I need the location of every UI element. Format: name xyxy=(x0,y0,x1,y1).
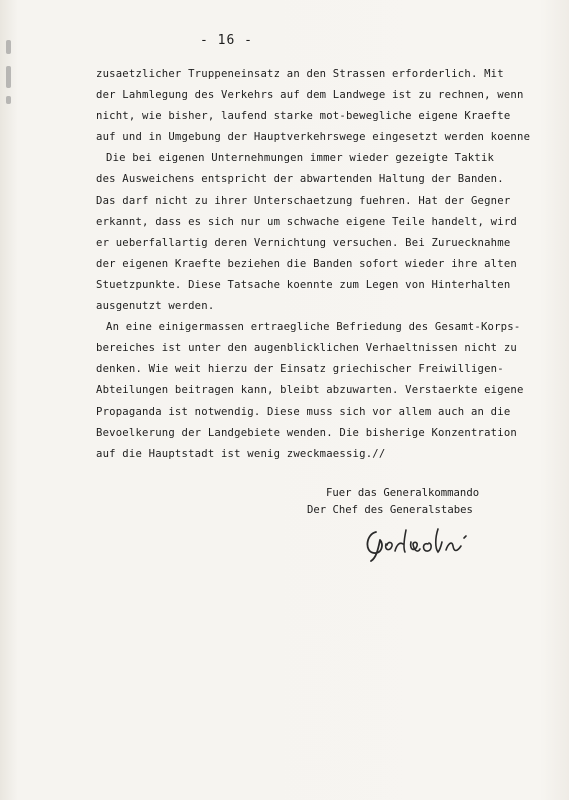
punch-hole-mark xyxy=(6,96,11,104)
text-line: zusaetzlicher Truppeneinsatz an den Strassen erforderlich. Mit xyxy=(96,68,504,80)
text-line: nicht, wie bisher, laufend starke mot-bewegliche eigene Kraefte xyxy=(96,110,511,123)
text-line: der Lahmlegung des Verkehrs auf dem Landwege ist zu rechnen, wenn xyxy=(96,89,524,102)
text-line: bereiches ist unter den augenblicklichen Verhaeltnissen nicht zu xyxy=(96,342,517,355)
text-line: auf und in Umgebung der Hauptverkehrswege eingesetzt werden koenne xyxy=(96,131,531,144)
text-line: An eine einigermassen ertraegliche Befriedung des Gesamt-Korps- xyxy=(106,321,521,334)
text-line: des Ausweichens entspricht der abwartenden Haltung der Banden. xyxy=(96,173,504,186)
text-line: Stuetzpunkte. Diese Tatsache koennte zum Legen von Hinterhalten xyxy=(96,278,511,291)
signature-title-line: Der Chef des Generalstabes xyxy=(307,504,473,516)
handwritten-signature xyxy=(362,522,492,562)
signature-office-line: Fuer das Generalkommando xyxy=(326,487,480,499)
paragraph-3 xyxy=(96,317,556,465)
page-number: - 16 - xyxy=(200,33,253,48)
text-line: auf die Hauptstadt ist wenig zweckmaessig.// xyxy=(96,447,386,460)
body-text xyxy=(96,64,556,465)
text-line: Das darf nicht zu ihrer Unterschaetzung fuehren. Hat der Gegner xyxy=(96,194,511,207)
text-line: der eigenen Kraefte beziehen die Banden sofort wieder ihre alten xyxy=(96,257,517,270)
paragraph-1 xyxy=(96,64,556,148)
text-line: denken. Wie weit hierzu der Einsatz griechischer Freiwilligen- xyxy=(96,363,504,376)
text-line: erkannt, dass es sich nur um schwache eigene Teile handelt, wird xyxy=(96,215,517,228)
punch-hole-mark xyxy=(6,40,11,54)
signature-block xyxy=(307,485,479,519)
text-line: er ueberfallartig deren Vernichtung versuchen. Bei Zuruecknahme xyxy=(96,236,511,249)
punch-hole-mark xyxy=(6,66,11,88)
text-line: Abteilungen beitragen kann, bleibt abzuwarten. Verstaerkte eigene xyxy=(96,384,524,397)
paragraph-2 xyxy=(96,148,556,317)
text-line: Bevoelkerung der Landgebiete wenden. Die bisherige Konzentration xyxy=(96,426,517,439)
text-line: ausgenutzt werden. xyxy=(96,300,215,313)
text-line: Propaganda ist notwendig. Diese muss sich vor allem auch an die xyxy=(96,405,511,418)
text-line: Die bei eigenen Unternehmungen immer wieder gezeigte Taktik xyxy=(106,152,495,165)
